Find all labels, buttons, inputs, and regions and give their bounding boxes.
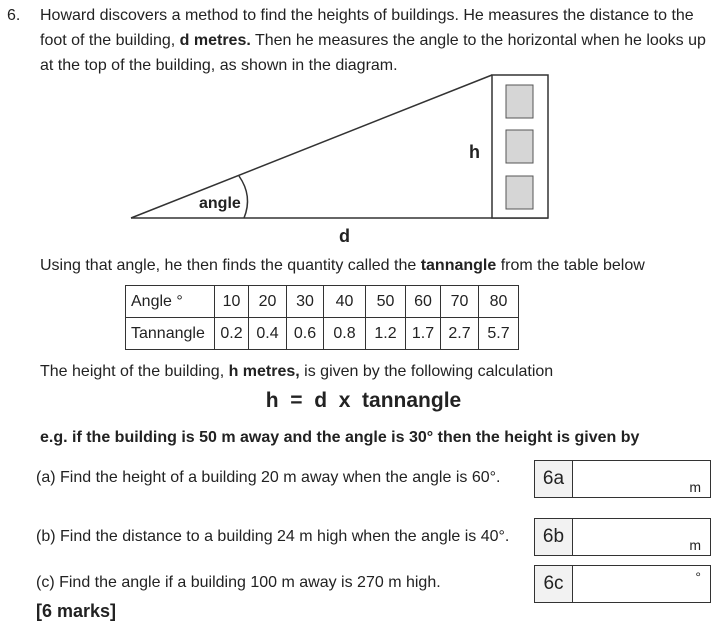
d-metres: d metres. [179,32,251,49]
building-diagram [0,0,727,260]
angle-cell: 80 [479,286,519,318]
table-intro-c: from the table below [496,257,645,274]
tannangle-cell: 0.6 [287,318,324,350]
h-label: h [469,142,480,162]
d-label: d [339,226,350,246]
angle-cell: 60 [406,286,441,318]
question-number: 6. [7,7,21,24]
unit-label: ° [695,569,701,585]
height-intro-c: is given by the following calculation [299,363,554,380]
angle-row [126,286,519,318]
sight-line [131,75,492,218]
tannangle-cell: 1.7 [406,318,441,350]
angle-label: angle [199,195,241,212]
tannangle-table [125,285,519,350]
tannangle-cell: 1.2 [366,318,406,350]
angle-cell: 20 [249,286,287,318]
height-intro-a: The height of the building, [40,363,229,380]
unit-label: m [689,537,701,553]
tannangle-row [126,318,519,350]
table-intro-a: Using that angle, he then finds the quantity called the [40,257,421,274]
unit-label: m [689,479,701,495]
intro-line-2-a: foot of the building, [40,32,180,49]
part-a-text: (a) Find the height of a building 20 m away when the angle is 60°. [36,469,501,486]
angle-cell: 70 [441,286,479,318]
intro-line-2-c: Then he measures the angle to the horizontal when he looks up [250,32,706,49]
tannangle-cell: 2.7 [441,318,479,350]
building-window [506,85,533,118]
intro-line-1: Howard discovers a method to find the heights of buildings. He measures the distance to the [40,7,694,24]
building-window [506,176,533,209]
intro-line-3: at the top of the building, as shown in the diagram. [40,57,398,74]
tannangle-cell: 0.4 [249,318,287,350]
answer-box-6a[interactable] [534,460,711,498]
part-c-text: (c) Find the angle if a building 100 m away is 270 m high. [36,574,441,591]
angle-cell: 50 [366,286,406,318]
tannangle-row-header: Tannangle [126,318,215,350]
building-window [506,130,533,163]
answer-box-label: 6b [535,519,573,555]
answer-box-label: 6a [535,461,573,497]
tannangle-cell: 0.2 [215,318,249,350]
tannangle-term: tannangle [420,257,497,274]
table-intro [40,257,645,275]
h-metres: h metres, [228,363,300,380]
angle-cell: 30 [287,286,324,318]
formula: h = d x tannangle [265,389,462,412]
answer-box-6b[interactable] [534,518,711,556]
answer-box-label: 6c [535,566,573,602]
tannangle-cell: 0.8 [324,318,366,350]
marks-label: [6 marks] [36,601,117,621]
angle-cell: 40 [324,286,366,318]
part-b-text: (b) Find the distance to a building 24 m high when the angle is 40°. [36,528,510,545]
answer-box-6c[interactable] [534,565,711,603]
example-text: e.g. if the building is 50 m away and the angle is 30° then the height is given by [40,429,640,446]
tannangle-cell: 5.7 [479,318,519,350]
height-intro [40,363,553,381]
angle-row-header: Angle ° [126,286,215,318]
angle-cell: 10 [215,286,249,318]
